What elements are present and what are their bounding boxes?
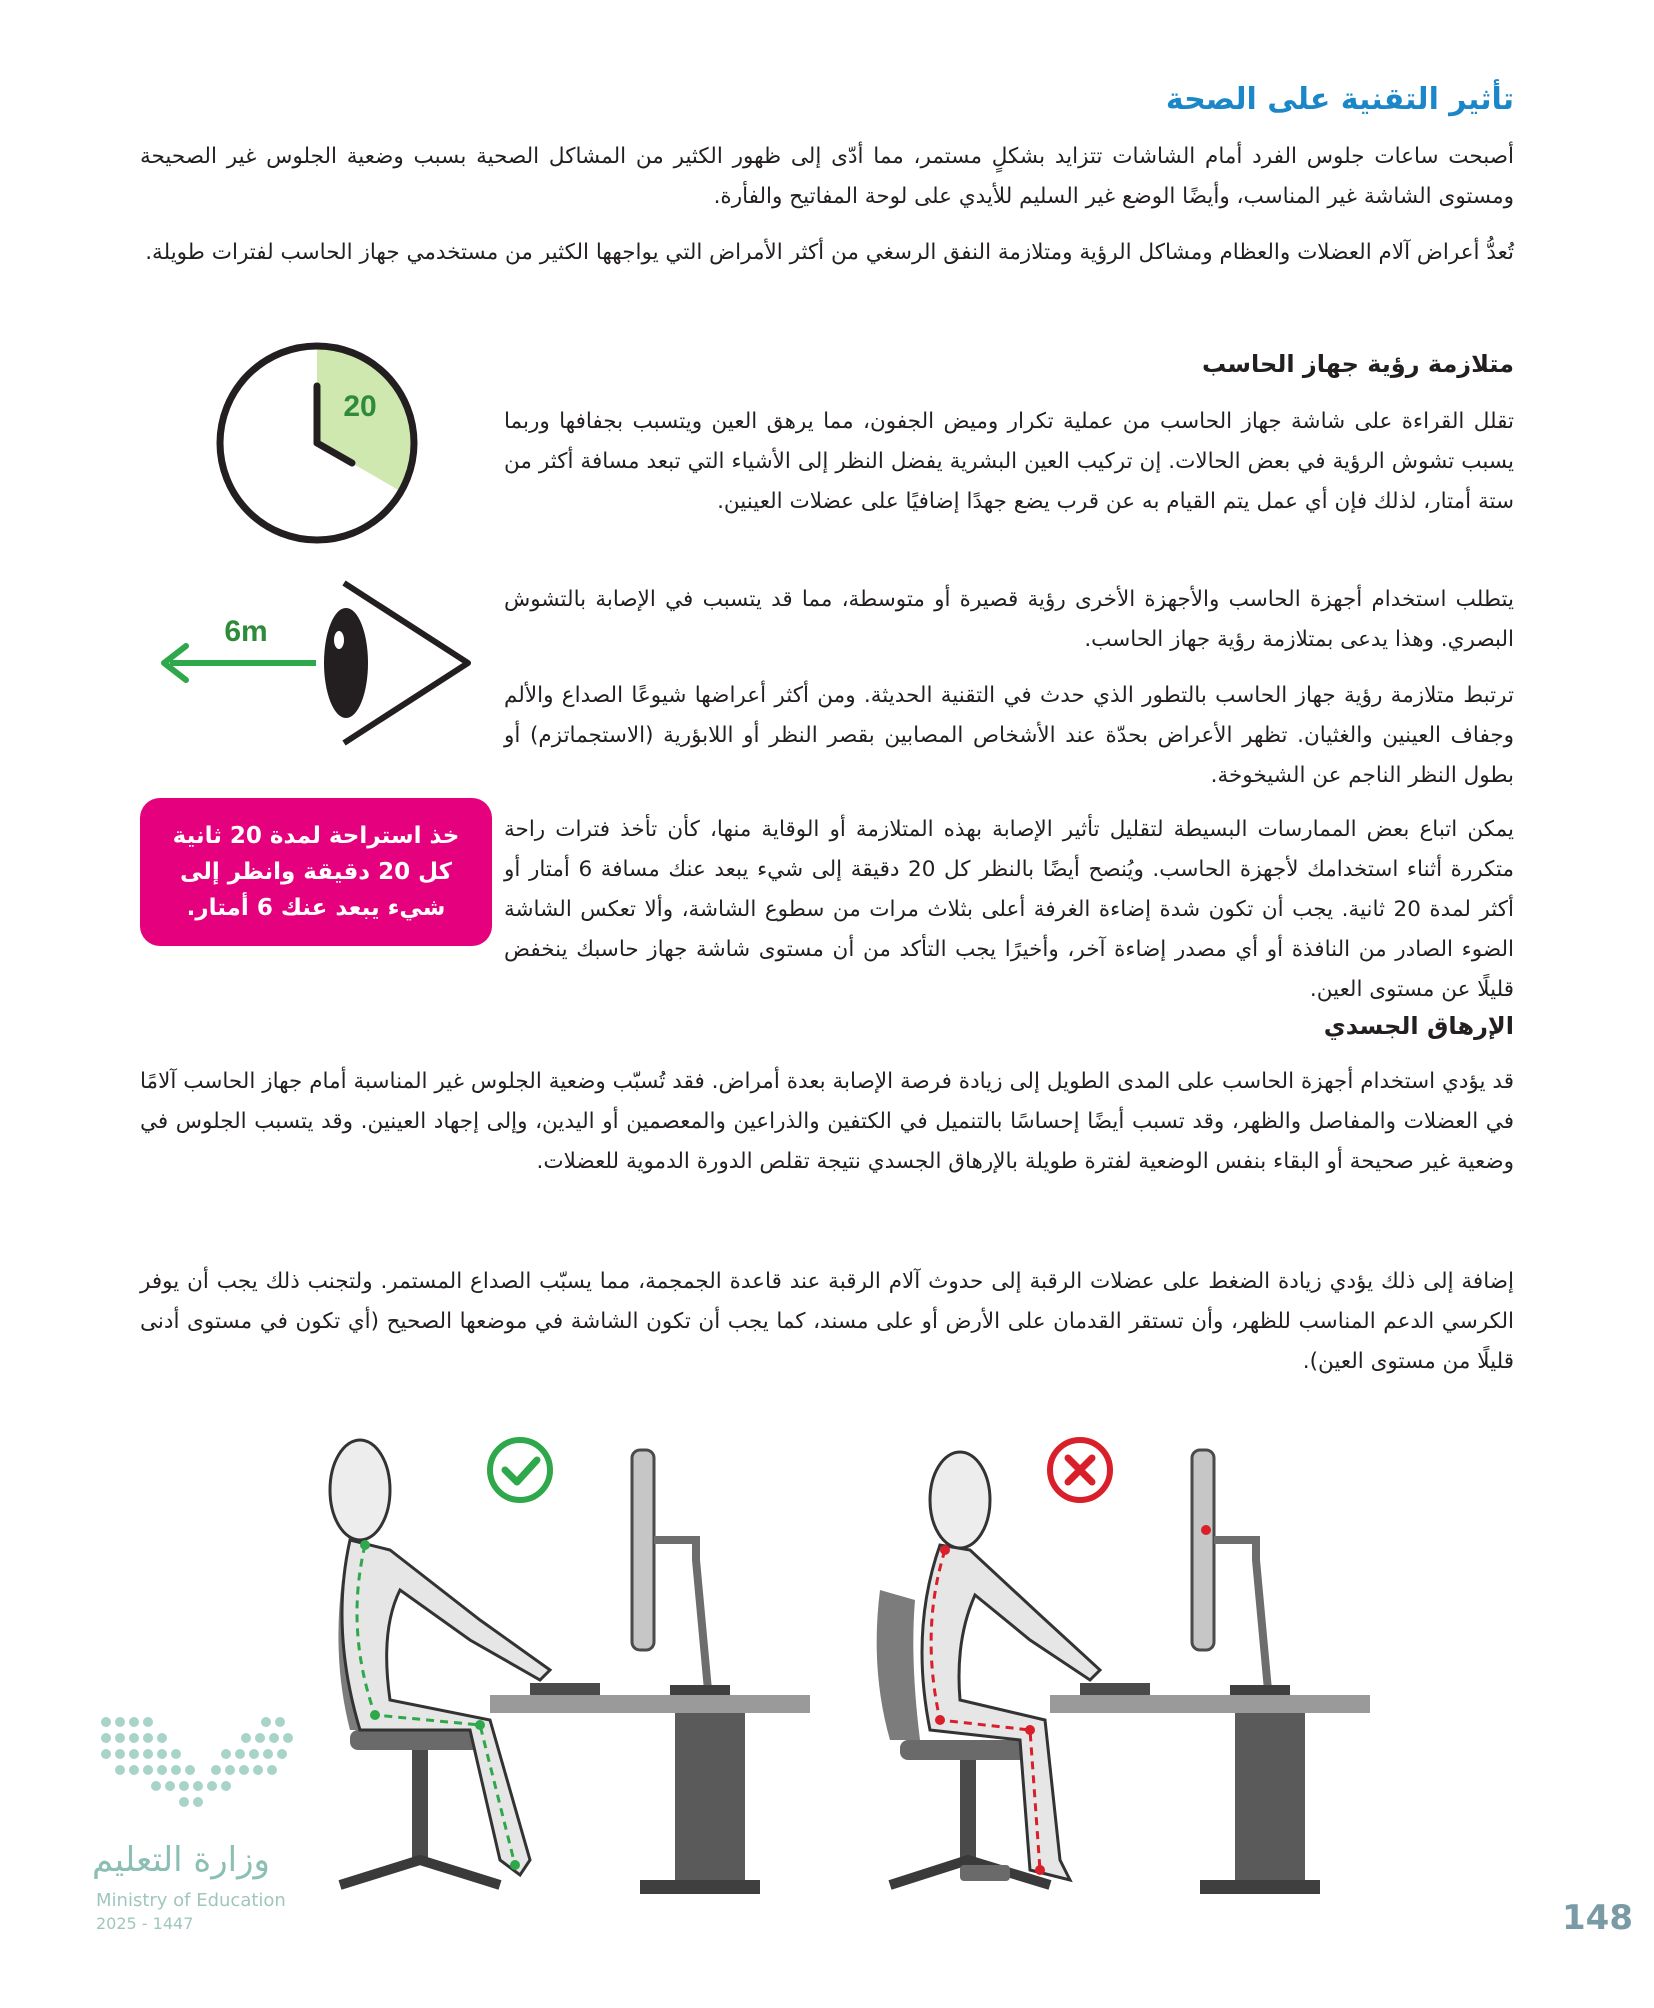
joint-dot (1025, 1725, 1035, 1735)
close-icon (1068, 1458, 1092, 1482)
keyboard (1080, 1683, 1150, 1695)
cvs-paragraph-1: تقلل القراءة على شاشة جهاز الحاسب من عملية تكرار وميض الجفون، مما يرهق العين ويتسبب بجفافها وربما يسبب تشوش الرؤية في بعض الحالات. إن تركيب العين البشرية يفضل النظر إلى الأشياء التي تبعد مسافة أكثر من ستة أمتار، لذلك فإن أي عمل يتم القيام به عن قرب يضع جهدًا إضافيًا على عضلات العينين. (504, 409, 1514, 514)
keyboard (530, 1683, 600, 1695)
logo-english-text: Ministry of Education (96, 1890, 286, 1911)
eye-highlight (334, 631, 344, 649)
chair-back (877, 1590, 920, 1740)
joint-dot (935, 1715, 945, 1725)
cvs-heading: متلازمة رؤية جهاز الحاسب (1202, 350, 1514, 378)
joint-dot (510, 1860, 520, 1870)
head (330, 1440, 390, 1540)
eye-icon (324, 608, 368, 718)
correct-posture-scene (330, 1440, 810, 1894)
head (930, 1452, 990, 1548)
desk-top (1050, 1695, 1370, 1713)
monitor-stand (654, 1540, 708, 1690)
monitor-screen (1192, 1450, 1214, 1650)
page-title: تأثير التقنية على الصحة (1165, 82, 1514, 117)
cvs-paragraph-4: يمكن اتباع بعض الممارسات البسيطة لتقليل تأثير الإصابة بهذه المتلازمة أو الوقاية منها، كأن تأخذ فترات راحة متكررة أثناء استخدامك لأجهزة الحاسب. ويُنصح أيضًا بالنظر كل 20 دقيقة إلى شيء يبعد عنك مسافة 6 أمتار أو أكثر لمدة 20 ثانية. يجب أن تكون شدة إضاءة الغرفة أعلى بثلاث مرات من سطوع الشاشة، وألا تعكس الشاشة الضوء الصادر من النافذة أو أي مصدر إضاءة آخر، وأخيرًا يجب التأكد من أن مستوى شاشة جهاز حاسبك ينخفض قليلًا عن مستوى العين. (504, 817, 1515, 1002)
desk-leg (675, 1713, 745, 1888)
chair-seat (350, 1730, 490, 1750)
physical-paragraph-2: إضافة إلى ذلك يؤدي زيادة الضغط على عضلات الرقبة إلى حدوث آلام الرقبة عند قاعدة الجمجمة، مما يسبّب الصداع المستمر. ولتجنب ذلك يجب أن يوفر الكرسي الدعم المناسب للظهر، وأن تستقر القدمان على الأرض أو على مسند، كما يجب أن تكون الشاشة في موضعها الصحيح (أي تكون في مستوى أدنى قليلًا من مستوى العين). (140, 1269, 1514, 1374)
intro-paragraph-1: أصبحت ساعات جلوس الفرد أمام الشاشات تتزايد بشكلٍ مستمر، مما أدّى إلى ظهور الكثير من المشاكل الصحية بسبب وضعية الجلوس غير الصحيحة ومستوى الشاشة غير المناسب، وأيضًا الوضع غير السليم للأيدي على لوحة المفاتيح والفأرة. (140, 144, 1514, 209)
logo-year-text: 2025 - 1447 (96, 1914, 194, 1933)
check-icon (505, 1460, 537, 1482)
chair-post (960, 1760, 976, 1860)
intro-paragraph-2: تُعدُّ أعراض آلام العضلات والعظام ومشاكل الرؤية ومتلازمة النفق الرسغي من أكثر الأمراض التي يواجهها الكثير من مستخدمي جهاز الحاسب لفترات طويلة. (145, 240, 1514, 265)
clock-label: 20 (343, 390, 377, 423)
physical-paragraph-1: قد يؤدي استخدام أجهزة الحاسب على المدى الطويل إلى زيادة فرصة الإصابة بعدة أمراض. فقد تُسبّب وضعية الجلوس غير المناسبة أمام جهاز الحاسب آلامًا في العضلات والمفاصل والظهر، وقد تسبب أيضًا إحساسًا بالتنميل في الكتفين والذراعين والمعصمين أو اليدين، وإلى إجهاد العينين. وقد يتسبب الجلوس في وضعية غير صحيحة أو البقاء بنفس الوضعية لفترة طويلة بالإرهاق الجسدي نتيجة تقلص الدورة الدموية للعضلات. (140, 1069, 1514, 1174)
desk-leg (1235, 1713, 1305, 1888)
desk-foot (1200, 1880, 1320, 1894)
eye-distance-illustration (156, 578, 476, 748)
page-number: 148 (1562, 1898, 1633, 1938)
clock-illustration (212, 338, 422, 548)
chair-seat (900, 1740, 1030, 1760)
chair-legs (340, 1860, 500, 1885)
incorrect-posture-scene (877, 1440, 1370, 1894)
cvs-paragraph-3: ترتبط متلازمة رؤية جهاز الحاسب بالتطور الذي حدث في التقنية الحديثة. ومن أكثر أعراضها شيوعًا الصداع والألم وجفاف العينين والغثيان. تظهر الأعراض بحدّة عند الأشخاص المصابين بقصر النظر أو اللابؤرية (الاستجماتزم) أو بطول النظر الناجم عن الشيخوخة. (504, 683, 1514, 788)
tip-box: خذ استراحة لمدة 20 ثانية كل 20 دقيقة وانظر إلى شيء يبعد عنك 6 أمتار. (140, 798, 492, 946)
joint-dot (475, 1720, 485, 1730)
cvs-paragraph-2: يتطلب استخدام أجهزة الحاسب والأجهزة الأخرى رؤية قصيرة أو متوسطة، مما قد يتسبب في الإصابة بالتشوش البصري. وهذا يدعى بمتلازمة رؤية جهاز الحاسب. (504, 587, 1514, 652)
logo-arabic-text: وزارة التعليم (92, 1840, 270, 1880)
ministry-logo-icon (96, 1712, 296, 1822)
distance-label: 6m (224, 615, 268, 648)
monitor-screen (632, 1450, 654, 1650)
posture-illustration (320, 1430, 1620, 1900)
desk-foot (640, 1880, 760, 1894)
joint-dot (370, 1710, 380, 1720)
joint-dot (1035, 1865, 1045, 1875)
monitor-stand (1214, 1540, 1268, 1690)
footrest (960, 1865, 1010, 1881)
joint-dot (1201, 1525, 1211, 1535)
check-badge-ring (490, 1440, 550, 1500)
joint-dot (360, 1540, 370, 1550)
desk-top (490, 1695, 810, 1713)
physical-heading: الإرهاق الجسدي (1323, 1012, 1514, 1040)
joint-dot (940, 1545, 950, 1555)
chair-post (412, 1750, 428, 1860)
